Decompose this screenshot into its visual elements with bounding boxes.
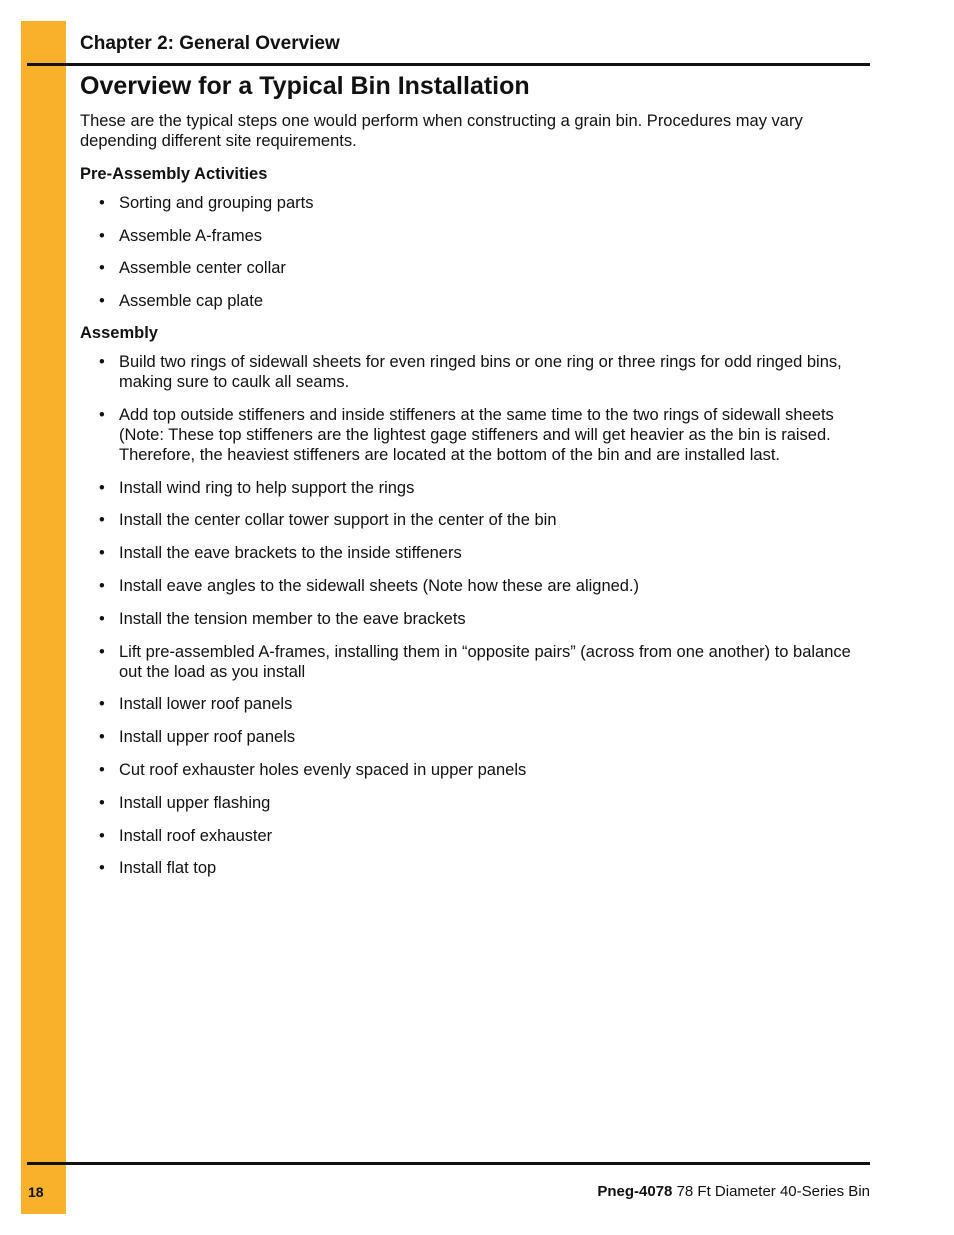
accent-side-bar	[21, 21, 66, 1214]
list-item-text: Install eave angles to the sidewall sheets (Note how these are aligned.)	[119, 576, 640, 595]
bullet-icon: •	[99, 353, 105, 371]
list-item-text: Install lower roof panels	[119, 695, 293, 714]
bullet-icon: •	[99, 576, 105, 595]
list-item	[80, 576, 870, 596]
bullet-icon: •	[99, 291, 105, 310]
footer-rule	[27, 1162, 870, 1165]
list-item-text: Install the tension member to the eave brackets	[119, 609, 466, 628]
bullet-icon: •	[99, 642, 105, 661]
bullet-icon: •	[99, 544, 105, 563]
list-item-text: Install the center collar tower support in the center of the bin	[119, 511, 557, 530]
bullet-icon: •	[99, 194, 105, 212]
bullet-icon: •	[99, 760, 105, 779]
bullet-icon: •	[99, 728, 105, 747]
list-item	[80, 258, 870, 278]
list-item	[80, 510, 870, 530]
list-item	[80, 193, 870, 213]
list-item-text: Lift pre-assembled A-frames, installing them in “opposite pairs” (across from one another) to balance out the load as you install	[119, 642, 851, 681]
list-item-text: Cut roof exhauster holes evenly spaced in upper panels	[119, 760, 527, 779]
bullet-icon: •	[99, 695, 105, 714]
bullet-icon: •	[99, 478, 105, 497]
intro-paragraph: These are the typical steps one would perform when constructing a grain bin. Procedures may vary depending different site requirements.	[80, 112, 803, 150]
list-item-text: Install flat top	[119, 859, 217, 878]
list-item-text: Build two rings of sidewall sheets for even ringed bins or one ring or three rings for odd ringed bins, making sure to caulk all seams.	[119, 353, 842, 391]
list-item	[80, 226, 870, 246]
chapter-heading: Chapter 2: General Overview	[80, 33, 340, 54]
assembly-heading: Assembly	[80, 324, 158, 342]
list-item	[80, 826, 870, 846]
bullet-icon: •	[99, 226, 105, 245]
list-item-text: Assemble cap plate	[119, 291, 263, 310]
list-item	[80, 760, 870, 780]
list-item-text: Install the eave brackets to the inside stiffeners	[119, 544, 462, 563]
bullet-icon: •	[99, 793, 105, 812]
list-item	[80, 727, 870, 747]
list-item-text: Install roof exhauster	[119, 826, 273, 845]
document-code: Pneg-4078	[597, 1183, 673, 1200]
list-item-text: Install upper flashing	[119, 793, 271, 812]
list-item-text: Install upper roof panels	[119, 728, 296, 747]
page-number: 18	[28, 1184, 44, 1200]
bullet-icon: •	[99, 859, 105, 878]
bullet-icon: •	[99, 405, 105, 424]
footer-document-title	[597, 1182, 870, 1202]
list-item	[80, 543, 870, 563]
bullet-icon: •	[99, 826, 105, 845]
bullet-icon: •	[99, 511, 105, 530]
list-item-text: Add top outside stiffeners and inside stiffeners at the same time to the two rings of sidewall sheets (Note: These top stiffeners are the lightest gage stiffeners and will get heavier as the bin is raised. Therefore, the heaviest stiffeners are located at the bottom of the bin and are installed last.	[119, 405, 834, 464]
page-title: Overview for a Typical Bin Installation	[80, 72, 530, 100]
list-item-text: Sorting and grouping parts	[119, 194, 314, 212]
list-item	[80, 694, 870, 714]
pre-assembly-heading: Pre-Assembly Activities	[80, 165, 268, 183]
list-item	[80, 291, 870, 311]
list-item	[80, 642, 870, 682]
list-item-text: Install wind ring to help support the rings	[119, 478, 415, 497]
pre-assembly-list	[80, 193, 870, 311]
bullet-icon: •	[99, 609, 105, 628]
main-content	[80, 111, 870, 891]
list-item	[80, 858, 870, 878]
header-rule	[27, 63, 870, 66]
document-name: 78 Ft Diameter 40-Series Bin	[676, 1183, 870, 1200]
list-item	[80, 352, 870, 392]
list-item	[80, 793, 870, 813]
list-item	[80, 405, 870, 465]
list-item	[80, 478, 870, 498]
bullet-icon: •	[99, 259, 105, 277]
list-item	[80, 609, 870, 629]
list-item-text: Assemble center collar	[119, 259, 286, 277]
list-item-text: Assemble A-frames	[119, 226, 263, 245]
assembly-list	[80, 352, 870, 878]
